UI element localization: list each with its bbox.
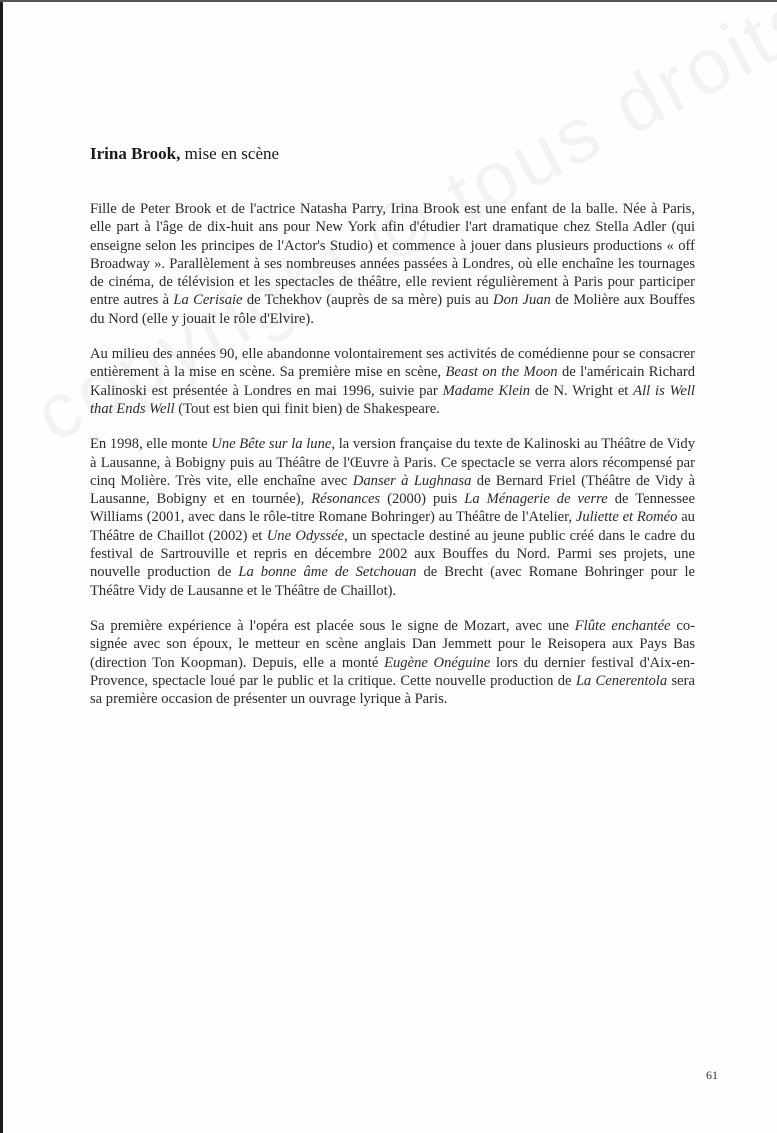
work-title: Flûte enchantée <box>574 617 671 634</box>
biography-body <box>90 200 695 725</box>
text-run: , la version française du texte de Kalinoski au Théâtre de Vidy à Lausanne, à Bobigny puis au Théâtre de l'Œuvre à Paris. Ce spectacle se verra alors récompensé par cinq Molière. Très vite, elle enchaîne avec <box>90 436 695 489</box>
work-title: Eugène Onéguine <box>384 654 491 671</box>
text-run: de Brecht (avec Romane Bohringer pour le Théâtre Vidy de Lausanne et le Théâtre de Chaillot). <box>90 564 695 599</box>
work-title: La Ménagerie de verre <box>464 491 608 508</box>
work-title: Une Odyssée <box>266 527 345 544</box>
text-run: En 1998, elle monte <box>90 436 212 453</box>
text-run: Fille de Peter Brook et de l'actrice Natasha Parry, Irina Brook est une enfant de la balle. Née à Paris, elle part à l'âge de dix-huit ans pour New York afin d'étudier l'art dramatique chez Stella Adler (qui enseigne selon les principes de l'Actor's Studio) et commence à jouer dans plusieurs productions « off Broadway ». Parallèlement à ses nombreuses années passées à Londres, où elle enchaîne les tournages de cinéma, de télévision et les spectacles de théâtre, elle revient régulièrement à Paris pour participer entre autres à <box>90 201 695 309</box>
text-run: de Tennessee Williams (2001, avec dans le rôle-titre Romane Bohringer) au Théâtre de l'Atelier, <box>90 491 695 526</box>
work-title: La bonne âme de Setchouan <box>238 564 417 581</box>
paragraph-1 <box>90 200 695 328</box>
work-title: Résonances <box>311 491 381 508</box>
work-title: All is Well that Ends Well <box>90 382 695 417</box>
work-title: La Cenerentola <box>575 672 668 689</box>
text-run: (Tout est bien qui finit bien) de Shakespeare. <box>174 400 440 417</box>
work-title: Madame Klein <box>442 382 531 399</box>
work-title: Une Bête sur la lune <box>211 436 332 453</box>
work-title: La Cerisaie <box>173 292 243 309</box>
text-run: Au milieu des années 90, elle abandonne volontairement ses activités de comédienne pour se consacrer entièrement à la mise en scène. Sa première mise en scène, <box>90 346 695 381</box>
text-run: au Théâtre de Chaillot (2002) et <box>90 509 695 544</box>
text-run: de Bernard Friel (Théâtre de Vidy à Lausanne, Bobigny et en tournée), <box>90 472 695 508</box>
paragraph-3 <box>90 435 695 600</box>
work-title: Don Juan <box>493 292 551 309</box>
text-run: de Tchekhov (auprès de sa mère) puis au <box>242 292 494 309</box>
text-run: , un spectacle destiné au jeune public créé dans le cadre du festival de Sartrouville et repris en décembre 2002 aux Bouffes du Nord. Parmi ses projets, une nouvelle production de <box>90 527 695 581</box>
work-title: Beast on the Moon <box>445 364 558 381</box>
page-heading <box>90 144 279 164</box>
text-run: sera sa première occasion de présenter un ouvrage lyrique à Paris. <box>90 672 695 708</box>
text-run: de l'américain Richard Kalinoski est présentée à Londres en mai 1996, suivie par <box>90 364 695 399</box>
paragraph-2 <box>90 345 695 418</box>
heading-name: Irina Brook, <box>90 144 181 163</box>
text-run: co-signée avec son époux, le metteur en scène anglais Dan Jemmett pour le Reisopera aux Pays Bas (direction Ton Koopman). Depuis, elle a monté <box>90 617 695 671</box>
scan-edge-left <box>0 0 3 1133</box>
paragraph-4 <box>90 617 695 708</box>
heading-role: mise en scène <box>180 144 280 163</box>
text-run: lors du dernier festival d'Aix-en-Provence, spectacle loué par le public et la critique. Cette nouvelle production de <box>90 654 695 689</box>
text-run: de N. Wright et <box>530 382 634 399</box>
text-run: Sa première expérience à l'opéra est placée sous le signe de Mozart, avec une <box>90 617 575 634</box>
page-number: 61 <box>706 1068 718 1082</box>
text-run: de Molière aux Bouffes du Nord (elle y jouait le rôle d'Elvire). <box>90 292 696 327</box>
work-title: Juliette et Roméo <box>575 509 678 526</box>
scan-edge-top <box>0 0 777 2</box>
work-title: Danser à Lughnasa <box>352 472 472 489</box>
text-run: (2000) puis <box>380 491 465 508</box>
